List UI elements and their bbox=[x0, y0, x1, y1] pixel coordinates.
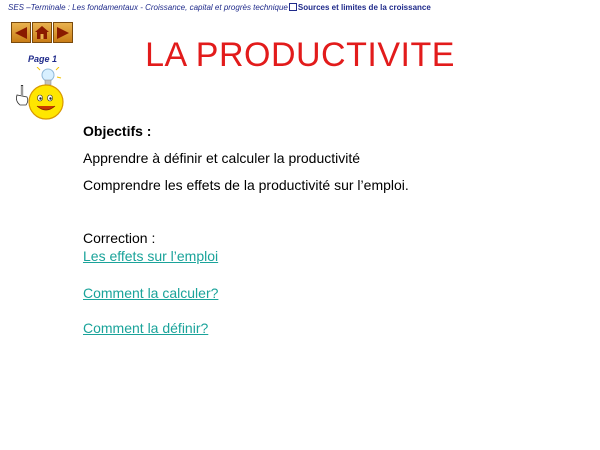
navigation-bar bbox=[11, 22, 73, 43]
next-button[interactable] bbox=[53, 22, 73, 43]
previous-button[interactable] bbox=[11, 22, 31, 43]
correction-label: Correction : bbox=[83, 230, 156, 246]
lightbulb-smiley-icon bbox=[14, 67, 70, 123]
page-number: Page 1 bbox=[28, 54, 58, 64]
objective-item: Apprendre à définir et calculer la productivité bbox=[83, 150, 361, 166]
objective-item: Comprendre les effets de la productivité sur l’emploi. bbox=[83, 177, 409, 193]
objectives-heading: Objectifs : bbox=[83, 123, 152, 139]
breadcrumb-chapter: Sources et limites de la croissance bbox=[297, 3, 431, 12]
link-comment-definir[interactable]: Comment la définir? bbox=[83, 320, 209, 336]
home-button[interactable] bbox=[32, 22, 52, 43]
page-title: LA PRODUCTIVITE bbox=[145, 36, 455, 74]
separator-box-icon bbox=[289, 3, 297, 11]
breadcrumb-course: SES –Terminale : Les fondamentaux - Croissance, capital et progrès technique bbox=[8, 3, 288, 12]
home-icon bbox=[35, 26, 49, 39]
arrow-left-icon bbox=[14, 27, 28, 39]
breadcrumb bbox=[8, 3, 598, 12]
link-effets-emploi[interactable]: Les effets sur l’emploi bbox=[83, 248, 219, 264]
arrow-right-icon bbox=[56, 27, 70, 39]
link-comment-calculer[interactable]: Comment la calculer? bbox=[83, 285, 219, 301]
